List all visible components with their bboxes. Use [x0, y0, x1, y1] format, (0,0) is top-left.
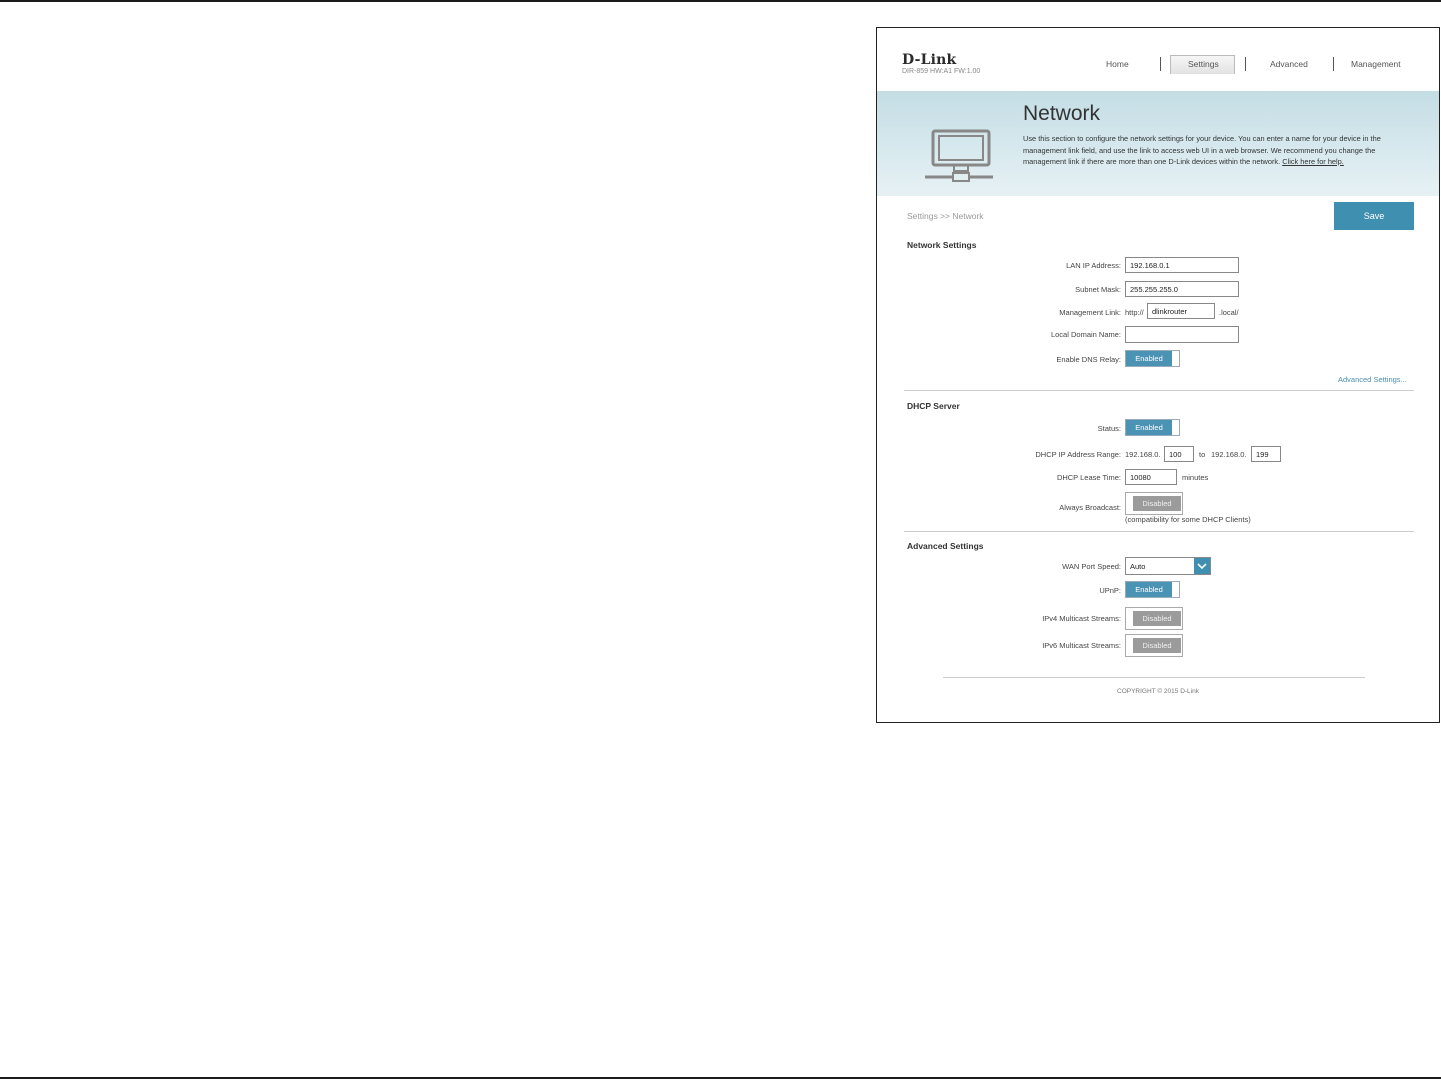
- dhcp-status-toggle[interactable]: [1125, 419, 1180, 436]
- dns-relay-label: Enable DNS Relay:: [1056, 355, 1121, 364]
- dhcp-range-prefix: 192.168.0.: [1125, 450, 1161, 459]
- page-title: Network: [1023, 102, 1101, 125]
- ipv6-multicast-label: IPv6 Multicast Streams:: [1042, 641, 1121, 650]
- section-divider: [904, 531, 1414, 532]
- wan-port-speed-label: WAN Port Speed:: [1062, 562, 1121, 571]
- upnp-state: Enabled: [1126, 582, 1172, 597]
- page-description: [1023, 133, 1415, 168]
- always-broadcast-note: (compatibility for some DHCP Clients): [1125, 515, 1251, 524]
- wan-port-speed-value: Auto: [1130, 562, 1146, 571]
- nav-advanced[interactable]: Advanced: [1270, 59, 1308, 69]
- bottom-rule: [0, 1077, 1441, 1079]
- ipv6-multicast-toggle[interactable]: [1125, 634, 1183, 657]
- dhcp-range-prefix-end: 192.168.0.: [1211, 450, 1247, 459]
- lan-ip-input[interactable]: 192.168.0.1: [1125, 257, 1239, 273]
- subnet-mask-input[interactable]: 255.255.255.0: [1125, 281, 1239, 297]
- always-broadcast-label: Always Broadcast:: [1059, 503, 1121, 512]
- advanced-settings-link[interactable]: Advanced Settings...: [1338, 375, 1407, 384]
- dhcp-range-label: DHCP IP Address Range:: [1035, 450, 1121, 459]
- section-divider: [904, 390, 1414, 391]
- lan-ip-label: LAN IP Address:: [1066, 261, 1121, 270]
- model-info: DIR-859 HW:A1 FW:1.00: [902, 68, 981, 75]
- dhcp-lease-unit: minutes: [1182, 473, 1209, 482]
- chevron-down-icon: [1194, 558, 1210, 574]
- dhcp-server-heading: DHCP Server: [907, 401, 960, 411]
- dhcp-range-start-input[interactable]: 100: [1164, 446, 1194, 462]
- always-broadcast-state: Disabled: [1133, 496, 1181, 511]
- ipv6-multicast-state: Disabled: [1133, 638, 1181, 653]
- help-link[interactable]: Click here for help.: [1282, 157, 1344, 166]
- save-button[interactable]: Save: [1334, 202, 1414, 230]
- upnp-toggle[interactable]: [1125, 581, 1180, 598]
- management-link-prefix: http://: [1125, 308, 1144, 317]
- nav-separator: [1160, 57, 1161, 71]
- dns-relay-state: Enabled: [1126, 351, 1172, 366]
- dlink-logo: D-Link: [902, 52, 957, 68]
- nav-settings[interactable]: Settings: [1188, 59, 1219, 69]
- management-link-suffix: .local/: [1219, 308, 1239, 317]
- page-banner: [877, 91, 1439, 196]
- network-settings-heading: Network Settings: [907, 240, 977, 250]
- screenshot-frame: [876, 27, 1440, 723]
- nav-separator: [1333, 57, 1334, 71]
- always-broadcast-toggle[interactable]: [1125, 492, 1183, 515]
- dhcp-lease-label: DHCP Lease Time:: [1056, 473, 1121, 482]
- ipv4-multicast-label: IPv4 Multicast Streams:: [1042, 614, 1121, 623]
- dhcp-range-to: to: [1199, 450, 1206, 459]
- breadcrumb: Settings >> Network: [907, 211, 984, 221]
- wan-port-speed-select[interactable]: [1125, 557, 1211, 575]
- copyright: COPYRIGHT © 2015 D-Link: [1117, 688, 1199, 695]
- dhcp-status-label: Status:: [1097, 424, 1121, 433]
- top-rule: [0, 0, 1441, 2]
- dhcp-range-end-input[interactable]: 199: [1251, 446, 1281, 462]
- upnp-label: UPnP:: [1099, 586, 1121, 595]
- ipv4-multicast-toggle[interactable]: [1125, 607, 1183, 630]
- management-link-label: Management Link:: [1059, 308, 1121, 317]
- advanced-settings-heading: Advanced Settings: [907, 541, 984, 551]
- dhcp-lease-input[interactable]: 10080: [1125, 469, 1177, 485]
- nav-home[interactable]: Home: [1106, 59, 1129, 69]
- management-link-input[interactable]: dlinkrouter: [1147, 303, 1215, 319]
- description-text: Use this section to configure the network settings for your device. You can enter a name for your device in the management link field, and use the link to access web UI in a web browser. We recommend you change the management link if there are more than one D-Link devices within the network.: [1023, 134, 1381, 166]
- local-domain-input[interactable]: [1125, 326, 1239, 343]
- nav-management[interactable]: Management: [1351, 59, 1401, 69]
- subnet-mask-label: Subnet Mask:: [1075, 285, 1121, 294]
- dhcp-status-state: Enabled: [1126, 420, 1172, 435]
- local-domain-label: Local Domain Name:: [1050, 330, 1121, 339]
- dns-relay-toggle[interactable]: [1125, 350, 1180, 367]
- ipv4-multicast-state: Disabled: [1133, 611, 1181, 626]
- nav-separator: [1245, 57, 1246, 71]
- footer-divider: [943, 677, 1365, 678]
- network-computer-icon: [923, 127, 993, 189]
